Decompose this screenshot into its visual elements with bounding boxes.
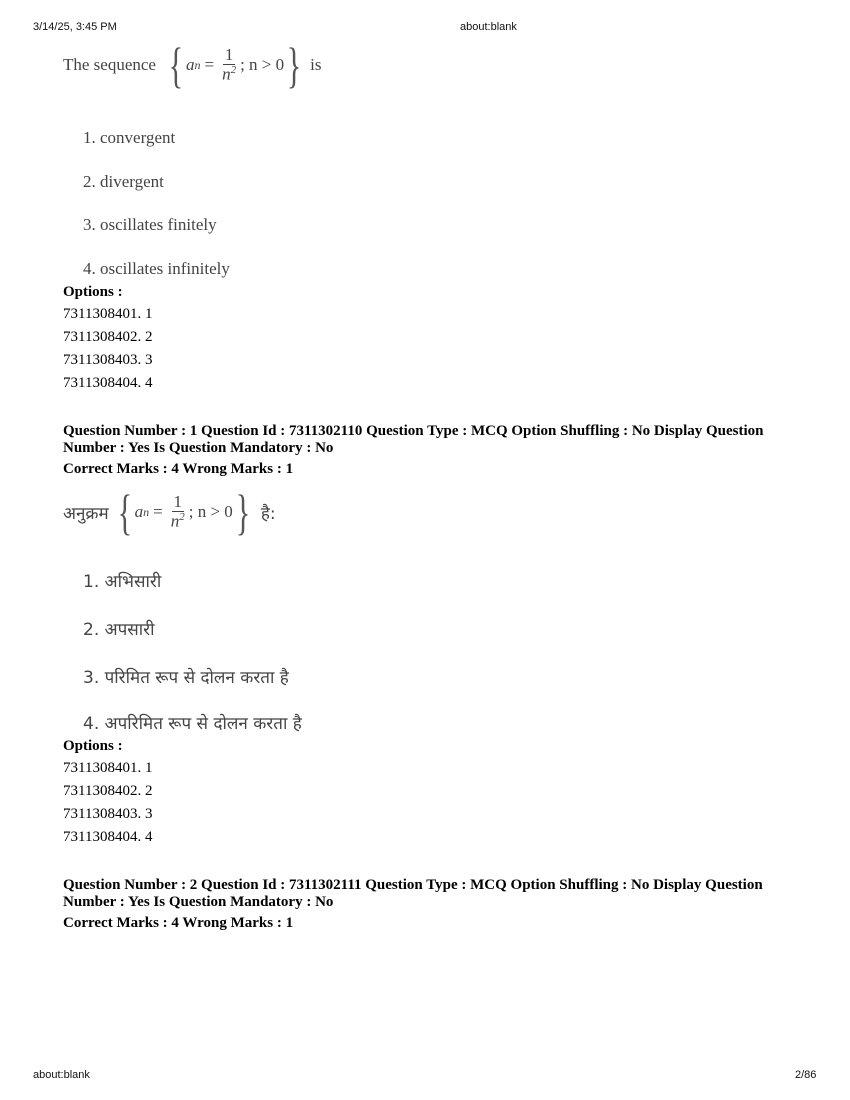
choice-3: 3. परिमित रूप से दोलन करता है xyxy=(83,668,289,688)
question-meta: Question Number : 2 Question Id : 7311302111 Question Type : MCQ Option Shuffling : No Display Question Number : Yes Is Question Mandatory : No xyxy=(63,877,763,910)
option-item: 7311308403. 3 xyxy=(63,806,153,822)
choice-1: 1. convergent xyxy=(83,128,176,147)
equals-sign: = xyxy=(153,502,163,521)
choice-3: 3. oscillates finitely xyxy=(83,215,217,234)
sequence-condition: ; n > 0 xyxy=(188,502,233,521)
choice-2: 2. अपसारी xyxy=(83,620,155,640)
footer-url: about:blank xyxy=(33,1069,90,1081)
left-brace: { xyxy=(168,37,184,93)
stem-lead: The sequence xyxy=(63,55,156,74)
option-item: 7311308404. 4 xyxy=(63,829,153,845)
sequence-term: a xyxy=(134,502,144,521)
choice-2: 2. divergent xyxy=(83,172,164,191)
denominator-exponent: 2 xyxy=(230,64,237,77)
choice-4: 4. oscillates infinitely xyxy=(83,259,230,278)
choice-4: 4. अपरिमित रूप से दोलन करता है xyxy=(83,714,302,734)
stem-tail: है: xyxy=(260,503,276,524)
option-item: 7311308401. 1 xyxy=(63,760,153,776)
fraction-numerator: 1 xyxy=(173,492,182,512)
right-brace: } xyxy=(235,484,251,540)
stem-tail: is xyxy=(310,55,322,74)
sequence-subscript: n xyxy=(194,57,201,72)
fraction-denominator xyxy=(171,512,185,531)
print-url: about:blank xyxy=(460,21,517,33)
denominator-exponent: 2 xyxy=(179,511,185,524)
option-item: 7311308403. 3 xyxy=(63,352,153,368)
sequence-term: a xyxy=(185,55,195,74)
option-item: 7311308401. 1 xyxy=(63,306,153,322)
marks-info: Correct Marks : 4 Wrong Marks : 1 xyxy=(63,915,294,931)
choice-1: 1. अभिसारी xyxy=(83,572,162,592)
question-meta: Question Number : 1 Question Id : 7311302110 Question Type : MCQ Option Shuffling : No Display Question Number : Yes Is Question Mandatory : No xyxy=(63,423,764,456)
page-number: 2/86 xyxy=(795,1069,817,1081)
fraction xyxy=(222,46,236,83)
options-label: Options : xyxy=(63,284,123,300)
question-image-hindi xyxy=(63,484,302,734)
right-brace: } xyxy=(286,37,302,93)
question-stem xyxy=(63,484,276,540)
option-item: 7311308402. 2 xyxy=(63,783,153,799)
fraction-numerator: 1 xyxy=(224,45,234,65)
sequence-condition: ; n > 0 xyxy=(240,55,285,74)
left-brace: { xyxy=(117,484,132,540)
fraction-denominator xyxy=(222,65,236,84)
option-item: 7311308402. 2 xyxy=(63,329,153,345)
fraction xyxy=(171,493,185,530)
options-label: Options : xyxy=(63,738,123,754)
equals-sign: = xyxy=(204,55,215,74)
option-item: 7311308404. 4 xyxy=(63,375,153,391)
print-datetime: 3/14/25, 3:45 PM xyxy=(33,21,117,33)
stem-lead: अनुक्रम xyxy=(63,503,109,524)
question-stem xyxy=(63,37,322,93)
denominator-base: n xyxy=(170,511,180,531)
marks-info: Correct Marks : 4 Wrong Marks : 1 xyxy=(63,461,294,477)
denominator-base: n xyxy=(222,64,231,84)
sequence-subscript: n xyxy=(143,504,150,519)
question-image-english xyxy=(63,37,322,278)
